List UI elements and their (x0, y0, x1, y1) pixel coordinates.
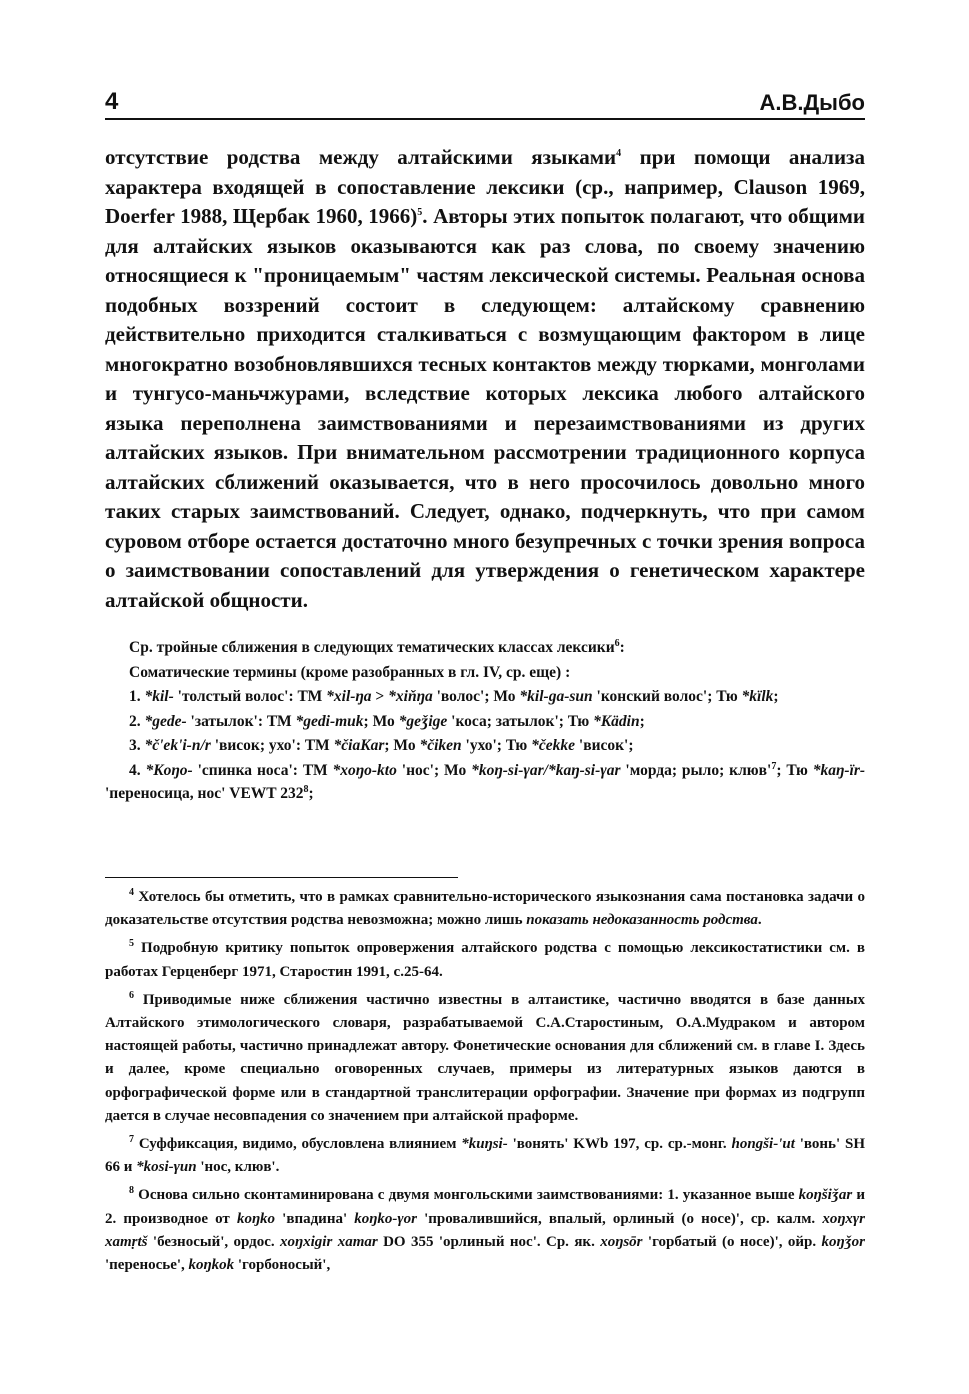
italic-form: *gedi-muk (295, 712, 364, 730)
italic-form: *xiňŋa (388, 688, 433, 705)
footnote-ref[interactable]: 6 (614, 637, 620, 649)
example-entry (105, 685, 865, 709)
footnote-divider (105, 877, 458, 878)
intro-text: Ср. тройные сближения в следующих тематических классах лексики (129, 639, 615, 656)
italic-form: *gede- (144, 712, 187, 730)
text-segment: и 2. производное от (105, 1187, 865, 1227)
author-name: А.В.Дыбо (759, 90, 865, 115)
running-header (105, 88, 865, 120)
italic-form: koŋǯor (821, 1233, 865, 1250)
footnote-6 (105, 989, 865, 1128)
text-segment: Подробную критику попыток опровержения алтайского родства с помощью лексикостатистики см. в работах Герценберг 1971, Старостин 1991, с.25-64. (105, 940, 865, 980)
main-text (105, 143, 865, 615)
text-segment: 'переносье', (105, 1257, 189, 1274)
text-segment: 'коса; затылок'; Тю (447, 712, 594, 730)
text-segment: 2. (129, 712, 145, 730)
footnote-8 (105, 1184, 865, 1277)
example-entry (105, 734, 865, 758)
italic-form: xoŋxγr xamṛtš (105, 1210, 865, 1250)
main-text-part: . Авторы этих попыток полагают, что общими для алтайских языков оказываются как раз слова, по своему значению относящиеся к "проницаемым" частям лексической системы. Реальная основа подобных воззрений состоит в следующем: алтайскому сравнению действительно приходится сталкиваться с возмущающим фактором в лице многократно возобновлявшихся тесных контактов между тюрками, монголами и тунгусо-маньчжурами, вследствие которых лексика любого алтайского языка переполнена заимствованиями и перезаимствованиями из других алтайских языков. При внимательном рассмотрении традиционного корпуса алтайских сближений оказывается, что в него просочилось довольно много таких старых заимствований. Следует, однако, подчеркнуть, что при самом суровом отборе остается достаточно много безупречных с точки зрения вопроса о заимствовании сопоставлений для утверждения о генетическом характере алтайской общности. (105, 204, 865, 612)
text-segment: Хотелось бы отметить, что в рамках сравнительно-исторического языкознания сама постановка задачи о доказательстве отсутствия родства невозможна; можно лишь (105, 889, 865, 929)
italic-form: *č'ek'i-n/r (144, 737, 211, 754)
italic-form: *kuŋsi- (461, 1136, 508, 1153)
text-segment: . (757, 912, 762, 929)
footnote-ref[interactable]: 4 (129, 887, 134, 898)
italic-form: *kosi-γun (136, 1159, 197, 1176)
italic-form: *kïlk (741, 688, 774, 705)
footnote-ref[interactable]: 7 (771, 760, 777, 772)
text-segment: 'безносый', ордос. (147, 1233, 281, 1250)
text-segment: ; (308, 785, 314, 802)
footnote-ref[interactable]: 7 (129, 1134, 134, 1146)
text-segment: Основа сильно сконтаминирована с двумя монгольскими заимствованиями: 1. указанное выше (134, 1187, 799, 1204)
footnote-ref[interactable]: 8 (303, 783, 309, 795)
italic-form: koŋkok (188, 1257, 235, 1274)
example-entry (105, 759, 865, 806)
footnote-ref[interactable]: 4 (616, 148, 622, 159)
italic-form: *kil-ga-sun (519, 688, 593, 705)
italic-form: *koŋ-si-γar/*kaŋ-si-γar (471, 761, 621, 779)
footnote-5 (105, 937, 865, 983)
text-segment: 'переносица, нос' VEWT 232 (105, 785, 304, 802)
footnote-ref[interactable]: 5 (129, 938, 134, 950)
text-segment: 'висок'; (575, 737, 634, 754)
text-segment: 'спинка носа': ТМ (192, 761, 333, 779)
text-segment: 'конский волос'; Тю (592, 688, 742, 705)
main-paragraph (105, 143, 865, 615)
italic-form: koŋko (236, 1210, 276, 1227)
text-segment: ; (639, 712, 645, 730)
text-segment: 3. (129, 737, 145, 754)
italic-form: *kaŋ-ïr- (812, 761, 866, 779)
text-segment: 1. (129, 688, 145, 705)
text-segment: 'провалившийся, впалый, орлиный (о носе)', ср. калм. (416, 1210, 823, 1227)
text-segment: ; Тю (776, 761, 813, 779)
text-segment: 'толстый волос': ТМ (173, 688, 327, 705)
text-segment: 'горбоносый', (234, 1257, 331, 1274)
text-segment: 'затылок': ТМ (186, 712, 296, 730)
text-segment: > (371, 688, 389, 705)
text-segment: 'вонь' SH 66 и (105, 1136, 865, 1176)
text-segment: 'ухо'; Тю (461, 737, 532, 754)
italic-form: xoŋxigir xamar (280, 1233, 378, 1250)
intro-end: : (619, 639, 625, 656)
text-segment: DO 355 'орлиный нос'. Ср. як. (377, 1233, 601, 1250)
text-segment: 'впадина' (275, 1210, 355, 1227)
somatic-heading: Соматические термины (кроме разобранных в гл. IV, ср. еще) : (129, 663, 571, 681)
italic-form: *Koŋo- (145, 761, 193, 779)
italic-form: *čiken (419, 737, 462, 754)
page-number: 4 (105, 88, 119, 115)
italic-form: *kil- (144, 688, 174, 705)
footnote-ref[interactable]: 6 (129, 989, 134, 1001)
italic-form: показать недоказанность родства (526, 912, 758, 929)
text-segment: 'горбатый (о носе)', ойр. (642, 1233, 822, 1250)
italic-form: *čiaKar (333, 737, 385, 754)
text-segment: 'нос, клюв'. (196, 1159, 280, 1176)
text-segment: 4. (129, 761, 146, 779)
text-segment: Суффиксация, видимо, обусловлена влиянием (134, 1136, 462, 1153)
italic-form: *čekke (531, 737, 576, 754)
examples-section (105, 636, 865, 806)
text-segment: ; (773, 688, 779, 705)
text-segment: 'морда; рыло; клюв' (620, 761, 772, 779)
examples-intro (105, 636, 865, 660)
footnote-ref[interactable]: 8 (129, 1185, 134, 1197)
main-text-part: при помощи анализа характера входящей в сопоставление лексики (ср., например, Clauson 1969, Doerfer 1988, Щербак 1960, 1966) (105, 145, 866, 228)
italic-form: hongši-'ut (731, 1136, 795, 1153)
example-entry (105, 710, 865, 734)
footnote-7 (105, 1133, 865, 1179)
text-segment: 'нос'; Мо (396, 761, 472, 779)
text-segment: 'вонять' KWb 197, ср. ср.-монг. (507, 1136, 732, 1153)
italic-form: *xoŋo-kto (332, 761, 397, 779)
text-segment: 'висок; ухо': ТМ (210, 737, 334, 754)
footnote-ref[interactable]: 5 (417, 207, 423, 218)
italic-form: koŋko-γor (354, 1210, 417, 1227)
italic-form: koŋšiǯar (798, 1187, 853, 1204)
footnotes (105, 886, 865, 1282)
italic-form: *xil-ŋa (326, 688, 372, 705)
italic-form: xoŋsōr (600, 1233, 643, 1250)
text-segment: Приводимые ниже сближения частично известны в алтаистике, частично вводятся в базе данных Алтайского этимологического словаря, разрабатываемой С.А.Старостиным, О.А.Мудраком и автором настоящей работы, частично принадлежат автору. Фонетические основания для сближений см. в главе I. Здесь и далее, кроме специально оговоренных случаев, примеры из литературных языков даются в орфографической форме или в стандартной транслитерации орфографии. Значение при формах из подгрупп дается в случае несовпадения со значением при алтайской праформе. (105, 991, 865, 1124)
italic-form: *Kädin (593, 712, 640, 730)
text-segment: ; Мо (363, 712, 399, 730)
italic-form: *geǯige (398, 712, 448, 730)
main-text-part: отсутствие родства между алтайскими языками (105, 145, 617, 169)
text-segment: ; Мо (384, 737, 420, 754)
text-segment: 'волос'; Мо (432, 688, 520, 705)
footnote-4 (105, 886, 865, 932)
